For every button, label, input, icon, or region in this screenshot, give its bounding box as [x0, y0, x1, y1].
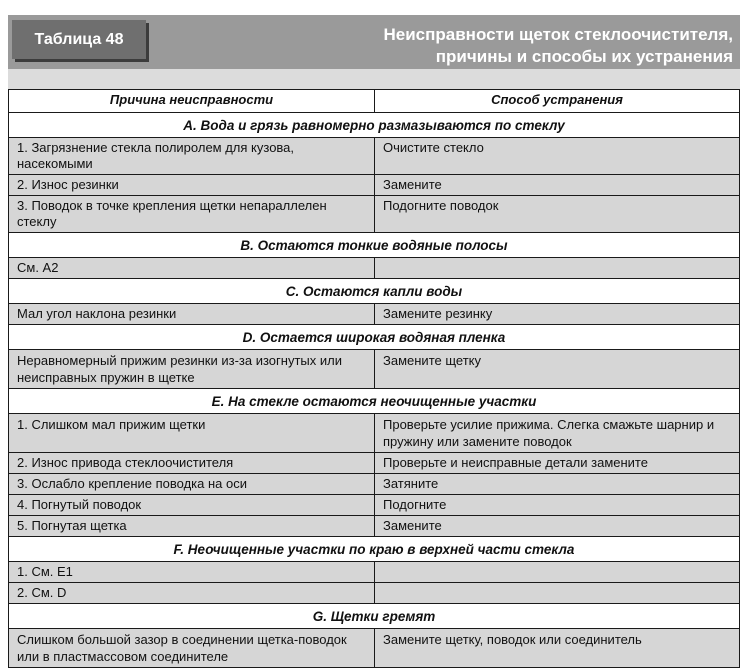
- cause-cell: 1. См. E1: [9, 562, 375, 583]
- section-title: E. На стекле остаются неочищенные участки: [9, 389, 740, 414]
- table-row: [9, 495, 740, 516]
- cause-cell: 2. Износ привода стеклоочистителя: [9, 453, 375, 474]
- remedy-cell: Проверьте и неисправные детали замените: [375, 453, 740, 474]
- remedy-cell: Проверьте усилие прижима. Слегка смажьте шарнир и пружину или замените поводок: [375, 414, 740, 453]
- remedy-cell: [375, 562, 740, 583]
- section-b-header: [9, 233, 740, 258]
- section-c-header: [9, 279, 740, 304]
- section-title: A. Вода и грязь равномерно размазываются по стеклу: [9, 113, 740, 138]
- header-band: [8, 69, 740, 89]
- section-g-header: [9, 604, 740, 629]
- cause-cell: Неравномерный прижим резинки из-за изогнутых или неисправных пружин в щетке: [9, 350, 375, 389]
- table-title: [263, 24, 733, 68]
- section-title: F. Неочищенные участки по краю в верхней части стекла: [9, 537, 740, 562]
- column-header-remedy: Способ устранения: [375, 90, 740, 113]
- table-row: [9, 175, 740, 196]
- cause-cell: 1. Загрязнение стекла полиролем для кузова, насекомыми: [9, 138, 375, 175]
- table-row: [9, 304, 740, 325]
- cause-cell: Слишком большой зазор в соединении щетка-поводок или в пластмассовом соединителе: [9, 629, 375, 668]
- cause-cell: 4. Погнутый поводок: [9, 495, 375, 516]
- remedy-cell: Замените резинку: [375, 304, 740, 325]
- remedy-cell: Подогните поводок: [375, 196, 740, 233]
- cause-cell: 3. Поводок в точке крепления щетки непараллелен стеклу: [9, 196, 375, 233]
- section-a-header: [9, 113, 740, 138]
- remedy-cell: Замените щетку: [375, 350, 740, 389]
- table-row: [9, 562, 740, 583]
- section-title: B. Остаются тонкие водяные полосы: [9, 233, 740, 258]
- column-header-row: [9, 90, 740, 113]
- cause-cell: См. А2: [9, 258, 375, 279]
- cause-cell: Мал угол наклона резинки: [9, 304, 375, 325]
- remedy-cell: Замените: [375, 516, 740, 537]
- remedy-cell: Замените: [375, 175, 740, 196]
- table-row: [9, 453, 740, 474]
- cause-cell: 3. Ослабло крепление поводка на оси: [9, 474, 375, 495]
- table-row: [9, 196, 740, 233]
- section-title: G. Щетки гремят: [9, 604, 740, 629]
- cause-cell: 2. См. D: [9, 583, 375, 604]
- remedy-cell: [375, 258, 740, 279]
- remedy-cell: [375, 583, 740, 604]
- table-row: [9, 629, 740, 668]
- section-d-header: [9, 325, 740, 350]
- title-line-2: причины и способы их устранения: [435, 47, 733, 66]
- column-header-cause: Причина неисправности: [9, 90, 375, 113]
- remedy-cell: Замените щетку, поводок или соединитель: [375, 629, 740, 668]
- table-row: [9, 474, 740, 495]
- cause-cell: 5. Погнутая щетка: [9, 516, 375, 537]
- table-number-badge: Таблица 48: [12, 20, 146, 59]
- remedy-cell: Затяните: [375, 474, 740, 495]
- remedy-cell: Очистите стекло: [375, 138, 740, 175]
- table-row: [9, 516, 740, 537]
- table-row: [9, 350, 740, 389]
- table-row: [9, 138, 740, 175]
- section-title: C. Остаются капли воды: [9, 279, 740, 304]
- table-row: [9, 414, 740, 453]
- section-title: D. Остается широкая водяная пленка: [9, 325, 740, 350]
- cause-cell: 2. Износ резинки: [9, 175, 375, 196]
- table-row: [9, 258, 740, 279]
- table-row: [9, 583, 740, 604]
- section-e-header: [9, 389, 740, 414]
- section-f-header: [9, 537, 740, 562]
- title-line-1: Неисправности щеток стеклоочистителя,: [383, 25, 733, 44]
- cause-cell: 1. Слишком мал прижим щетки: [9, 414, 375, 453]
- remedy-cell: Подогните: [375, 495, 740, 516]
- faults-table: [8, 89, 740, 668]
